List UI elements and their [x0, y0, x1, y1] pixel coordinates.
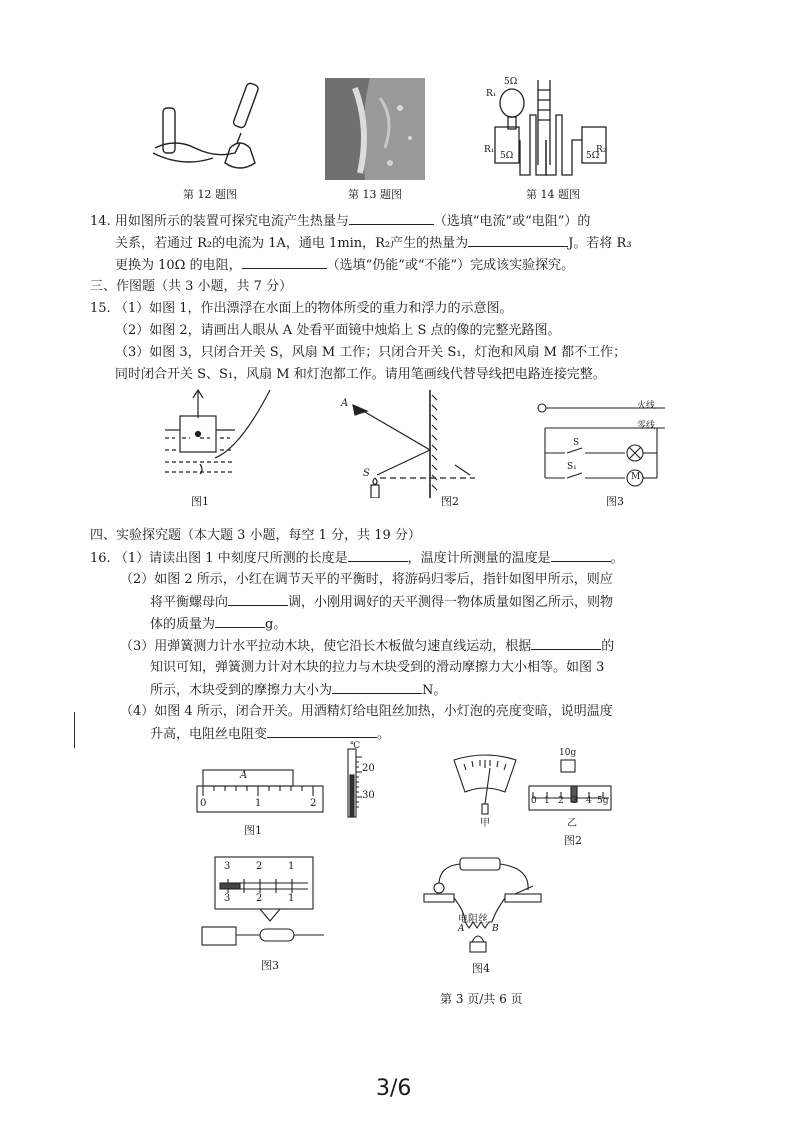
- q16-fig3-caption: 图3: [261, 959, 279, 972]
- q16-number: 16.: [90, 551, 111, 566]
- q15-fig2-label-S: S: [363, 468, 370, 479]
- q16-p4b-a: 升高，电阻丝电阻变: [150, 727, 268, 742]
- balance-tick-3: 3: [572, 796, 578, 806]
- fig14-R1-top-label: R₁: [486, 89, 497, 99]
- q16-fig1-caption: 图1: [244, 824, 262, 837]
- spring-top-tick-1: 1: [288, 861, 295, 872]
- q15-part1: （1）如图 1，作出漂浮在水面上的物体所受的重力和浮力的示意图。: [114, 301, 513, 316]
- spring-top-tick-2: 2: [256, 861, 263, 872]
- ruler-tick-1: 1: [255, 798, 262, 809]
- fig14-R1-bottom-label: R₁: [484, 145, 495, 155]
- q15-fig3-motor-M: M: [631, 472, 641, 482]
- q16-line2c: [150, 615, 286, 634]
- ruler-object-label: A: [240, 770, 248, 781]
- q16-fig2-caption: 图2: [564, 834, 582, 847]
- q16-figure-3-spring-scale: [200, 855, 330, 955]
- q15-fig3-neutral-wire: 零线: [637, 421, 656, 431]
- figure-13-caption: 第 13 题图: [348, 188, 402, 201]
- balance-tick-5g: 5g: [597, 796, 609, 806]
- q15-part3a: （3）如图 3，只闭合开关 S，风扇 M 工作；只闭合开关 S₁，灯泡和风扇 M 都不工作；: [115, 345, 627, 360]
- q16-blank-knowledge[interactable]: [531, 637, 601, 650]
- q16-line3c: [150, 681, 446, 700]
- fig4-label-A: A: [458, 924, 465, 934]
- spring-bottom-tick-3: 3: [224, 893, 231, 904]
- spring-top-tick-3: 3: [224, 861, 231, 872]
- q15-part3b: 同时闭合开关 S、S₁，风扇 M 和灯泡都工作。请用笔画线代替导线把电路连接完整。: [115, 367, 606, 382]
- q14-line3: [115, 256, 574, 275]
- q16-p4a: （4）如图 4 所示，闭合开关。用酒精灯给电阻丝加热，小灯泡的亮度变暗，说明温度: [120, 704, 613, 719]
- page-footer-text: 第 3 页/共 6 页: [440, 992, 523, 1006]
- q16-line1: [90, 549, 624, 568]
- scale-label-yi: 乙: [567, 818, 577, 829]
- q16-figure-2-pointer-scale: [450, 752, 520, 829]
- q16-line3a: [120, 637, 614, 656]
- q16-blank-resistance[interactable]: [267, 725, 377, 738]
- q16-line2b: [150, 593, 613, 612]
- q16-figure-4-circuit: [420, 852, 545, 957]
- ruler-tick-0: 0: [200, 798, 207, 809]
- q14-text2: 关系，若通过 R₂的电流为 1A，通电 1min，R₂产生的热量为: [115, 236, 469, 251]
- thermometer-unit: ℃: [350, 741, 361, 751]
- q14-blank-1[interactable]: [349, 212, 434, 225]
- balance-tick-1: 1: [544, 796, 550, 806]
- ruler-tick-2: 2: [310, 798, 317, 809]
- section3-title: 三、作图题（共 3 小题，共 7 分）: [90, 279, 293, 294]
- q14-blank-2[interactable]: [468, 234, 568, 247]
- q16-p4b-b: 。: [377, 727, 391, 742]
- spring-bottom-tick-2: 2: [256, 893, 263, 904]
- fig14-resistor-top-label: 5Ω: [504, 77, 518, 87]
- q16-p2b-b: 调，小刚用调好的天平测得一物体质量如图乙所示，则物: [288, 595, 614, 610]
- q16-blank-direction[interactable]: [228, 593, 288, 606]
- margin-mark: [74, 712, 75, 748]
- page-counter: 3/6: [376, 1076, 412, 1101]
- figure-12: [145, 78, 275, 183]
- q14-line2: [115, 234, 632, 253]
- q15-fig3-caption: 图3: [606, 495, 624, 508]
- q15-figure-3[interactable]: [535, 398, 670, 488]
- fig14-resistor-right-label: 5Ω: [586, 151, 600, 161]
- q15-figure-2[interactable]: [335, 390, 500, 498]
- section4-title: 四、实验探究题（本大题 3 小题，每空 1 分，共 19 分）: [90, 528, 421, 543]
- q16-p2c-a: 体的质量为: [150, 617, 216, 632]
- q16-blank-temperature[interactable]: [551, 549, 611, 562]
- q16-p1c: 。: [610, 551, 624, 566]
- q15-line1: [90, 300, 513, 318]
- q15-number: 15.: [90, 301, 111, 316]
- q16-p3c-a: 所示，木块受到的摩擦力大小为: [150, 683, 333, 698]
- q16-p2b-a: 将平衡螺母向: [150, 595, 229, 610]
- q14-line1: [90, 212, 590, 231]
- fig14-R2-label: R₂: [596, 145, 607, 155]
- q16-figure-2-balance-beam: [525, 748, 615, 832]
- q15-fig1-caption: 图1: [191, 495, 209, 508]
- q15-fig3-live-wire: 火线: [637, 401, 656, 411]
- balance-weight-label: 10g: [559, 748, 577, 758]
- q14-number: 14.: [90, 214, 111, 229]
- q15-part2: （2）如图 2，请画出人眼从 A 处看平面镜中烛焰上 S 点的像的完整光路图。: [115, 323, 561, 338]
- q15-figure-1[interactable]: [160, 388, 280, 493]
- q15-fig2-label-A: A: [341, 398, 349, 409]
- scale-label-jia: 甲: [480, 818, 490, 829]
- q15-fig3-switch-S: S: [573, 438, 580, 448]
- q16-figure-1-ruler: [195, 768, 325, 816]
- spring-bottom-tick-1: 1: [288, 893, 295, 904]
- fig14-resistor-left-label: 5Ω: [500, 151, 514, 161]
- q16-p3b: 知识可知，弹簧测力计对木块的拉力与木块受到的滑动摩擦力大小相等。如图 3: [150, 660, 605, 675]
- fig4-label-B: B: [492, 924, 499, 934]
- figure-14-apparatus: [480, 75, 610, 183]
- q16-p1a: （1）请读出图 1 中刻度尺所测的长度是: [114, 551, 348, 566]
- q14-text3b: （选填“仍能”或“不能”）完成该实验探究。: [326, 258, 575, 273]
- q16-p3a-b: 的: [601, 639, 615, 654]
- figure-13-photo: [325, 78, 425, 180]
- figure-12-caption: 第 12 题图: [183, 188, 237, 201]
- q15-fig2-caption: 图2: [441, 495, 459, 508]
- q16-p3a-a: （3）用弹簧测力计水平拉动木块，使它沿长木板做匀速直线运动，根据: [120, 639, 532, 654]
- thermometer-tick-20: 20: [362, 763, 375, 774]
- q16-p2a: （2）如图 2 所示，小红在调节天平的平衡时，将游码归零后，指针如图甲所示，则应: [120, 572, 613, 587]
- balance-tick-4: 4: [586, 796, 592, 806]
- q16-blank-friction[interactable]: [332, 681, 422, 694]
- q14-text2b: J。若将 R₃: [568, 236, 632, 251]
- q16-fig4-caption: 图4: [472, 962, 490, 975]
- q16-blank-mass[interactable]: [215, 615, 265, 628]
- balance-tick-0: 0: [531, 796, 537, 806]
- q16-p2c-b: g。: [265, 617, 287, 632]
- q15-fig3-switch-S1: S₁: [567, 462, 577, 472]
- q16-blank-length[interactable]: [348, 549, 408, 562]
- fig4-resistance-wire-label: 电阻丝: [458, 914, 488, 925]
- q14-text1b: （选填“电流”或“电阻”）的: [433, 214, 591, 229]
- thermometer-tick-30: 30: [362, 790, 375, 801]
- q14-text3: 更换为 10Ω 的电阻，: [115, 258, 242, 273]
- q14-blank-3[interactable]: [242, 256, 327, 269]
- figure-14-caption: 第 14 题图: [526, 188, 580, 201]
- q16-p1b: ，温度计所测量的温度是: [407, 551, 551, 566]
- q16-p3c-b: N。: [422, 683, 447, 698]
- balance-tick-2: 2: [558, 796, 564, 806]
- q16-figure-1-thermometer: [340, 741, 380, 820]
- q14-text1: 用如图所示的装置可探究电流产生热量与: [114, 214, 349, 229]
